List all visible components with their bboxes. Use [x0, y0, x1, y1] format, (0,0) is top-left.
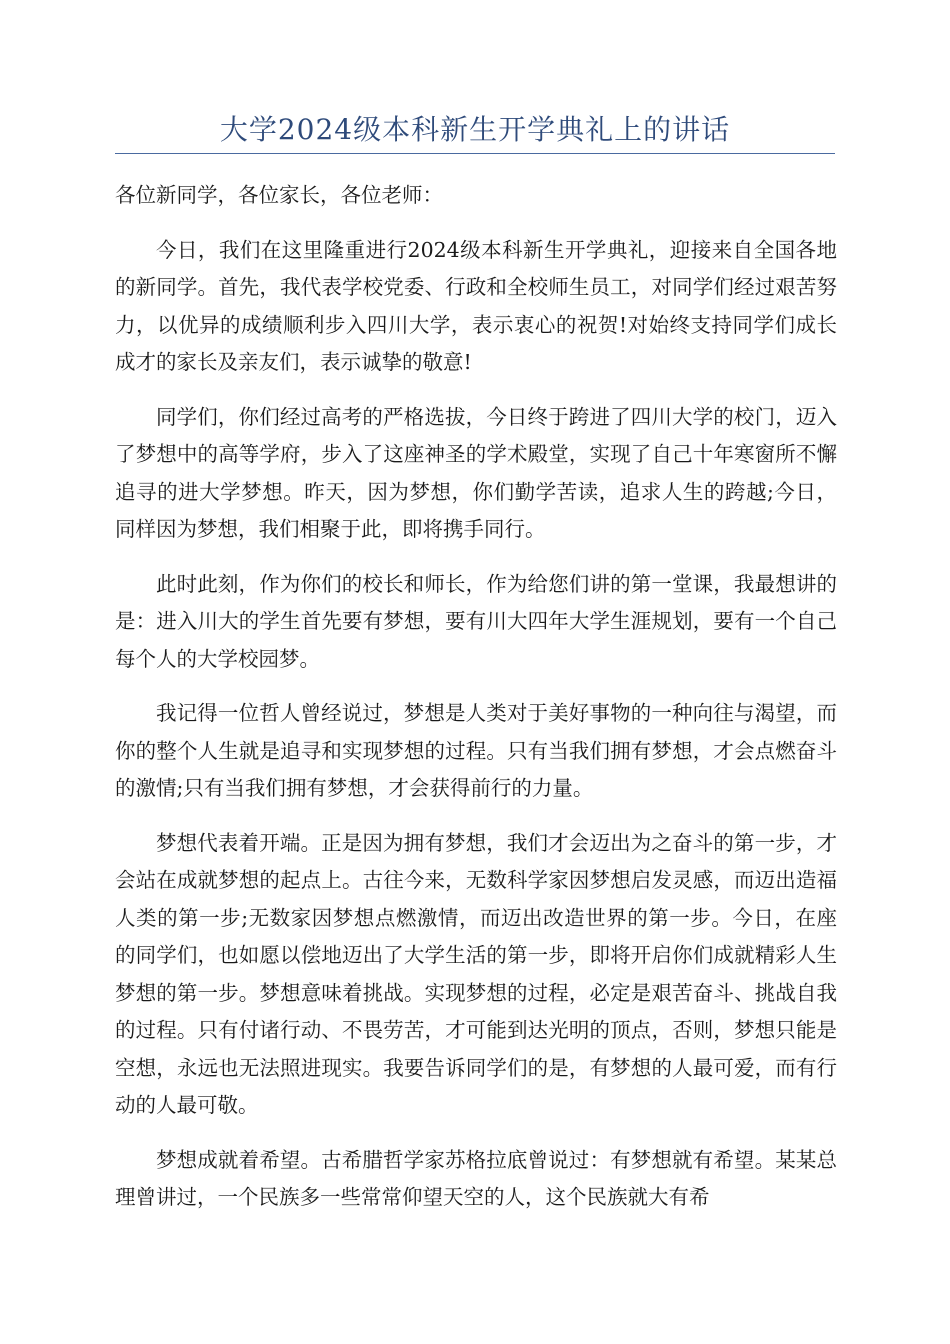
document-title: 大学2024级本科新生开学典礼上的讲话 [219, 113, 731, 146]
paragraph: 我记得一位哲人曾经说过，梦想是人类对于美好事物的一种向往与渴望，而你的整个人生就是追寻和实现梦想的过程。只有当我们拥有梦想，才会点燃奋斗的激情;只有当我们拥有梦想，才会获得前行的力量。 [115, 701, 837, 800]
paragraph: 同学们，你们经过高考的严格选拔，今日终于跨进了四川大学的校门，迈入了梦想中的高等学府，步入了这座神圣的学术殿堂，实现了自己十年寒窗所不懈追寻的进大学梦想。昨天，因为梦想，你们勤学苦读，追求人生的跨越;今日，同样因为梦想，我们相聚于此，即将携手同行。 [115, 404, 837, 541]
paragraph: 梦想成就着希望。古希腊哲学家苏格拉底曾说过：有梦想就有希望。某某总理曾讲过，一个民族多一些常常仰望天空的人，这个民族就大有希 [115, 1147, 837, 1209]
paragraph: 此时此刻，作为你们的校长和师长，作为给您们讲的第一堂课，我最想讲的是：进入川大的学生首先要有梦想，要有川大四年大学生涯规划，要有一个自己每个人的大学校园梦。 [115, 571, 837, 671]
salutation: 各位新同学，各位家长，各位老师： [115, 183, 443, 207]
paragraph: 梦想代表着开端。正是因为拥有梦想，我们才会迈出为之奋斗的第一步，才会站在成就梦想的起点上。古往今来，无数科学家因梦想启发灵感，而迈出造福人类的第一步;无数家因梦想点燃激情，而迈出改造世界的第一步。今日，在座的同学们，也如愿以偿地迈出了大学生活的第一步，即将开启你们成就精彩人生梦想的第一步。梦想意味着挑战。实现梦想的过程，必定是艰苦奋斗、挑战自我的过程。只有付诸行动、不畏劳苦，才可能到达光明的顶点，否则，梦想只能是空想，永远也无法照进现实。我要告诉同学们的是，有梦想的人最可爱，而有行动的人最可敬。 [115, 830, 837, 1117]
title-underline [115, 153, 835, 154]
paragraph: 今日，我们在这里隆重进行2024级本科新生开学典礼，迎接来自全国各地的新同学。首先，我代表学校党委、行政和全校师生员工，对同学们经过艰苦努力，以优异的成绩顺利步入四川大学，表示衷心的祝贺!对始终支持同学们成长成才的家长及亲友们，表示诚挚的敬意! [115, 237, 837, 374]
document-body [115, 177, 837, 1234]
